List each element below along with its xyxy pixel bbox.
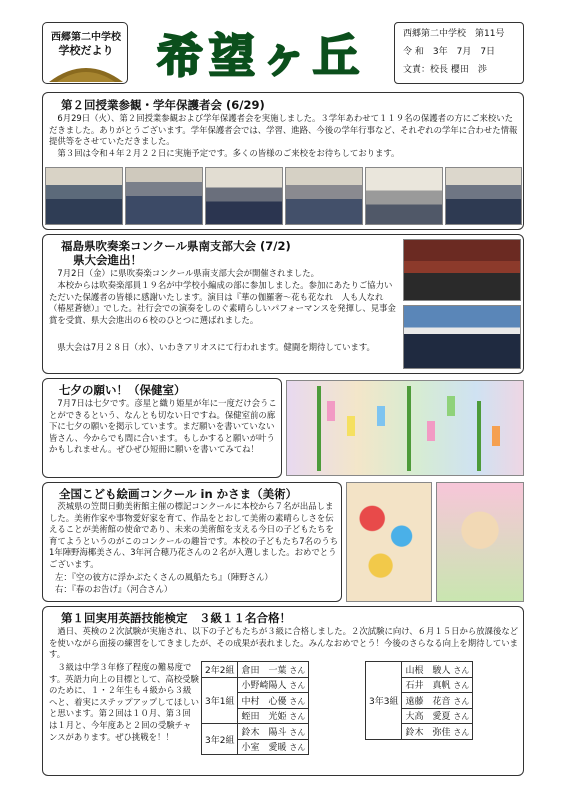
masthead-logo-box xyxy=(42,22,128,84)
section-tanabata xyxy=(42,378,282,478)
section-title: 第２回授業参観・学年保護者会 (6/29) xyxy=(61,98,265,112)
section-body: 本校からは吹奏楽部員１９名が中学校小編成の部に参加しました。参加にあたりご協力いただいた保護者の皆様に感謝いたします。演目は『華の伽羅奢～花も花なれ 人も人なれ（椿屋蒼徳）』でした。社行会での演奏をしのぐ素晴らしいパフォーマンスを発揮し、見事金賞を受賞、県大会進出の６校のひとつに選ばれました。 xyxy=(49,280,396,325)
name-cell: 石井 真帆 さん xyxy=(402,677,473,693)
name-cell: 小室 愛暖 さん xyxy=(238,739,309,755)
section-art-contest xyxy=(42,482,342,602)
table-row xyxy=(202,662,309,678)
section-title: 全国こども絵画コンクール in かさま（美術） xyxy=(59,487,298,501)
section-open-class xyxy=(42,92,524,230)
photo-band-group xyxy=(403,305,521,369)
table-row xyxy=(366,662,473,678)
section-title: 七夕の願い！（保健室） xyxy=(59,383,186,397)
newsletter-title-text: 希望ヶ丘 xyxy=(157,29,365,83)
name-cell: 鈴木 陽斗 さん xyxy=(238,724,309,740)
section-body: 茨城県の笠間日動美術館主催の標記コンクールに本校から７名が出品しました。美術作家や事物愛好家を育て、作品をとおして美術の素晴らしさを伝えることが美術館の使命であり、未来の美術館を支える今日の子どもたちを育てようというのがこのコンクールの趣旨です。本校の子どもたち7名のうち1年陣野海椰美さん、3年河合穂乃花さんの２名が入選しました。おめでとうございます。 xyxy=(49,501,339,569)
photo-classroom xyxy=(365,167,443,225)
name-cell: 山根 駿人 さん xyxy=(402,662,473,678)
section-title: 県大会進出！ xyxy=(73,253,142,267)
photo-band-stage xyxy=(403,239,521,301)
section-body: 6月29日（火）、第２回授業参観および学年保護者会を実施しました。３学年あわせて１１９名の保護者の方にご来校いただきました。ありがとうございます。学年保護者会では、学習、進路、今後の学年行事など、それぞれの学年に合わせた情報提供等をさせていただきました。 xyxy=(49,113,518,147)
eiken-table-right xyxy=(365,661,473,740)
name-cell: 鈴木 弥佳 さん xyxy=(402,724,473,740)
section-title: 第１回実用英語技能検定 ３級１１名合格！ xyxy=(61,611,291,625)
name-cell: 蛭田 光姫 さん xyxy=(238,708,309,724)
photo-classroom xyxy=(45,167,123,225)
photo-classroom xyxy=(125,167,203,225)
name-cell: 中村 心優 さん xyxy=(238,693,309,709)
section-brass-band xyxy=(42,234,524,374)
section-title: 福島県吹奏楽コンクール県南支部大会 (7/2) xyxy=(61,239,291,253)
section-body: 過日、英検の２次試験が実施され、以下の子どもたちが３級に合格しました。２次試験に向け、６月１５日から放課後などを使いながら面接の練習をしてきましたが、その成果が表れました。みんなおめでとう！今後のさらなる向上を期待しています。 xyxy=(49,626,519,660)
group-cell: 3年3組 xyxy=(366,662,402,740)
group-cell: 3年2組 xyxy=(202,724,238,755)
photo-artwork-balloons xyxy=(346,482,432,602)
art-caption: 左：『空の彼方に浮かぶたくさんの風船たち』（陣野さん） xyxy=(55,572,273,582)
name-cell: 小野崎陽人 さん xyxy=(238,677,309,693)
issue-number: 西郷第二中学校 第11号 xyxy=(403,29,505,39)
newsletter-label: 学校だより xyxy=(58,44,114,57)
section-eiken xyxy=(42,606,524,776)
photo-classroom xyxy=(205,167,283,225)
name-cell: 大高 愛夏 さん xyxy=(402,708,473,724)
hill-icon xyxy=(47,58,125,83)
issue-author: 文責：校長 櫻田 渉 xyxy=(403,65,487,75)
issue-info-box xyxy=(394,22,524,84)
section-body: 7月2日（金）に県吹奏楽コンクール県南支部大会が開催されました。 xyxy=(49,268,319,278)
section-body: 第３回は令和４年２月２２日に実施予定です。多くの皆様のご来校をお待ちしております。 xyxy=(49,148,400,158)
name-cell: 倉田 一葉 さん xyxy=(238,662,309,678)
photo-classroom xyxy=(445,167,522,225)
bamboo-icon xyxy=(287,381,523,475)
group-cell: 3年1組 xyxy=(202,677,238,724)
school-label: 西郷第二中学校 xyxy=(51,32,121,43)
group-cell: 2年2組 xyxy=(202,662,238,678)
photo-classroom xyxy=(285,167,363,225)
eiken-table-left xyxy=(201,661,309,755)
table-row xyxy=(202,677,309,693)
photo-artwork-spring xyxy=(436,482,524,602)
section-body: 県大会は7月２８日（水）、いわきアリオスにて行われます。健闘を期待しています。 xyxy=(49,342,375,352)
art-caption: 右：『春のお告げ』（河合さん） xyxy=(55,584,173,594)
name-cell: 遠藤 花音 さん xyxy=(402,693,473,709)
section-body: ３級は中学３年修了程度の難易度です。英語力向上の目標として、高校受験のために、１・２年生も４級から３級へと、着実にステップアップしてほしいと思います。第２回は１０月、第３回は１月と、今年度あと２回の受験チャンスがあります。ぜひ挑戦を！！ xyxy=(49,662,199,742)
table-row xyxy=(202,724,309,740)
photo-tanabata-wall xyxy=(286,380,524,476)
section-body: 7月7日は七夕です。彦星と織り姫星が年に一度だけ会うことができるという、なんとも切ない日ですね。保健室前の廊下に七夕の願いを掲示しています。まだ願いを書いていない皆さん、今からでも間に合います。もしかすると願いが叶うかもしれません。ぜひぜひ短冊に願いを書いてみてね！ xyxy=(49,398,277,455)
issue-date: 令 和 3年 7月 7日 xyxy=(403,47,496,57)
newsletter-title xyxy=(130,22,392,86)
